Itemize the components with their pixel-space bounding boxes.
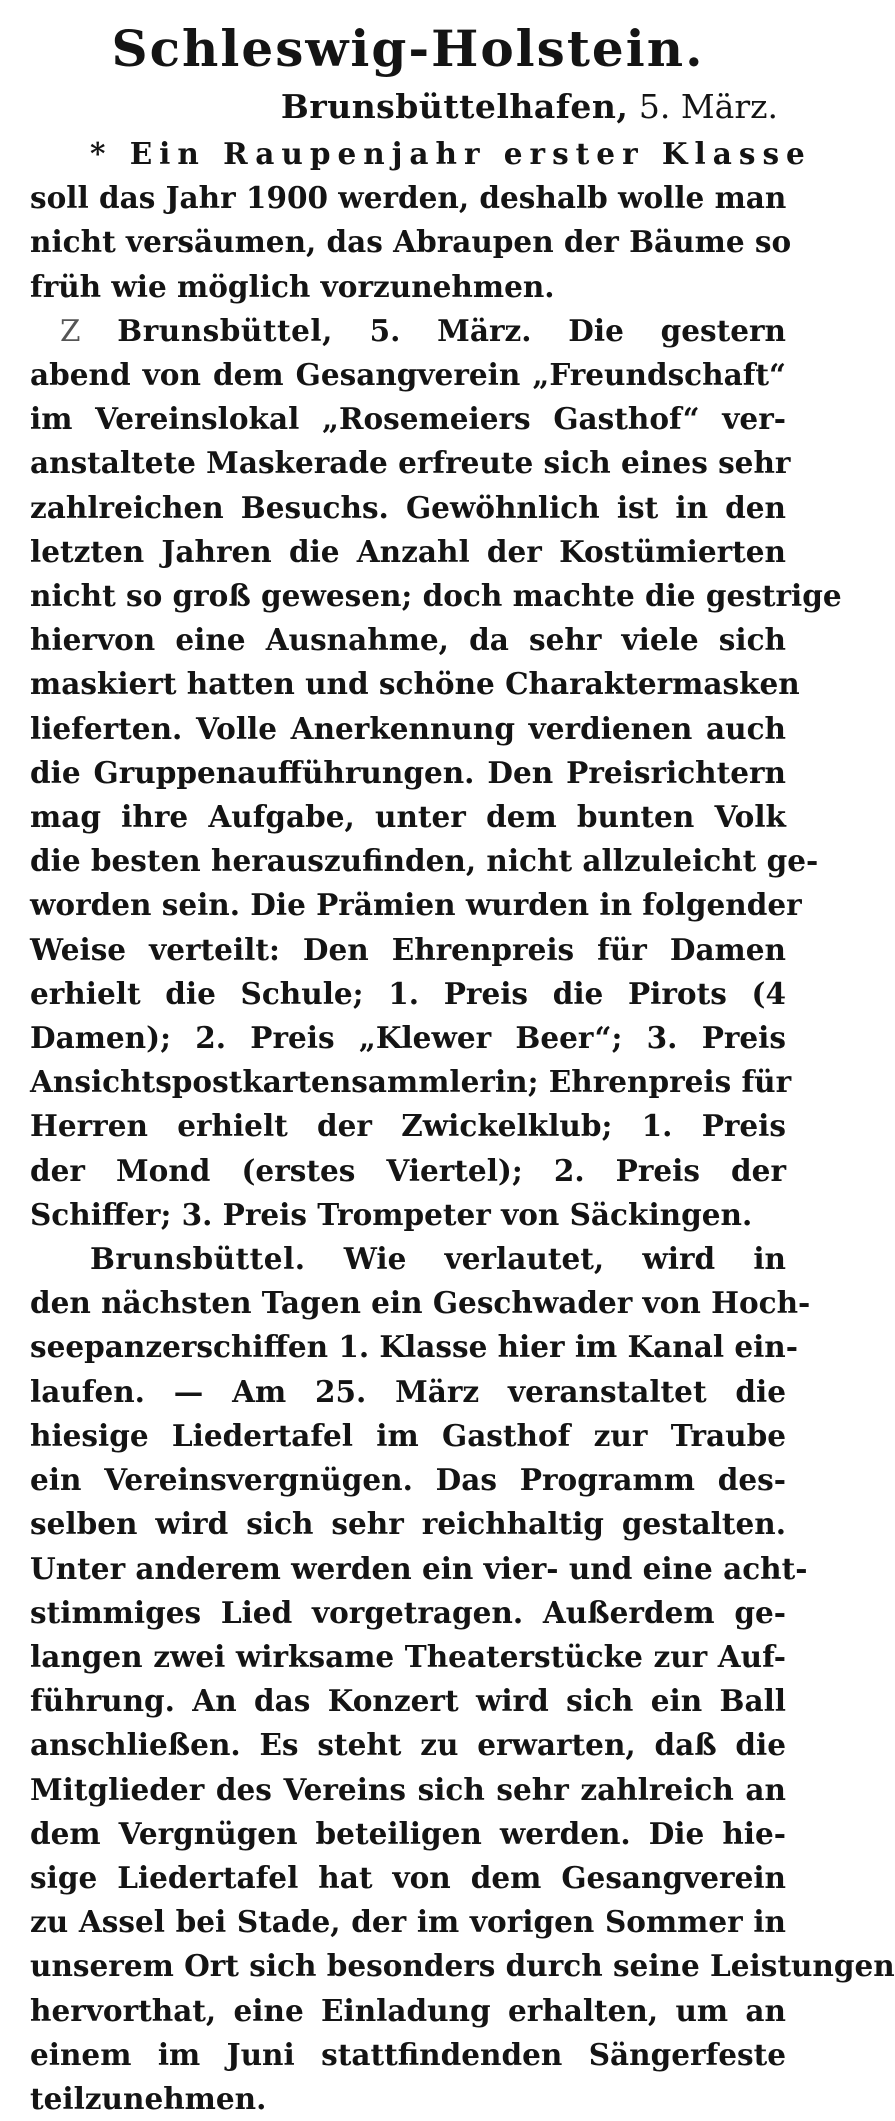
- article-3-first-line: [30, 1237, 786, 1281]
- article-1-line: soll das Jahr 1900 werden, deshalb wolle man: [30, 180, 787, 216]
- article-2-line: die Gruppenaufführungen. Den Preisrichtern: [30, 754, 786, 790]
- article-2-line: hiervon eine Ausnahme, da sehr viele sich: [30, 622, 786, 658]
- article-3-line: teilzunehmen.: [30, 2080, 267, 2116]
- article-2-line: lieferten. Volle Anerkennung verdienen auch: [30, 710, 786, 746]
- article-1-body: [30, 132, 812, 309]
- article-2-place: Brunsbüttel,: [117, 312, 333, 348]
- article-2-line: anstaltete Maskerade erfreute sich eines sehr: [30, 445, 791, 481]
- article-2-line: der Mond (erstes Viertel); 2. Preis der: [30, 1152, 786, 1188]
- article-3-line: langen zwei wirksame Theaterstücke zur Auf-: [30, 1638, 786, 1674]
- article-3-line: laufen. — Am 25. März veranstaltet die: [30, 1373, 786, 1409]
- article-2-line: mag ihre Aufgabe, unter dem bunten Volk: [30, 799, 786, 835]
- article-2-line: Damen); 2. Preis „Klewer Beer“; 3. Preis: [30, 1020, 786, 1056]
- article-3-line: stimmiges Lied vorgetragen. Außerdem ge-: [30, 1594, 786, 1630]
- article-3-line: unserem Ort sich besonders durch seine Leistungen: [30, 1948, 895, 1984]
- article-3-line: selben wird sich sehr reichhaltig gestalten.: [30, 1506, 786, 1542]
- article-2-first-line: [30, 309, 786, 353]
- article-3-body: [30, 1237, 895, 2121]
- article-3-line: führung. An das Konzert wird sich ein Ball: [30, 1683, 786, 1719]
- article-2-line: Herren erhielt der Zwickelklub; 1. Preis: [30, 1108, 786, 1144]
- article-2-marker: Z: [60, 313, 81, 348]
- section-headline: Schleswig-Holstein.: [111, 19, 705, 78]
- article-1-place: Brunsbüttelhafen,: [280, 87, 629, 126]
- article-1-dateline: [30, 84, 786, 130]
- article-3-line: einem im Juni stattfindenden Sängerfeste: [30, 2036, 786, 2072]
- article-1-line: * Ein Raupenjahr erster Klasse: [90, 136, 812, 171]
- article-1-date: 5. März.: [628, 87, 778, 126]
- article-3-line: dem Vergnügen beteiligen werden. Die hie-: [30, 1815, 786, 1851]
- article-3-line: Unter anderem werden ein vier- und eine acht-: [30, 1550, 808, 1586]
- article-2-line: nicht so groß gewesen; doch machte die gestrige: [30, 578, 842, 614]
- article-2-line: im Vereinslokal „Rosemeiers Gasthof“ ver-: [30, 401, 786, 437]
- article-2-lead: Die gestern: [531, 312, 786, 348]
- article-2-line: maskiert hatten und schöne Charaktermasken: [30, 666, 800, 702]
- article-3-line: hiesige Liedertafel im Gasthof zur Traube: [30, 1417, 786, 1453]
- article-2-line: Weise verteilt: Den Ehrenpreis für Damen: [30, 931, 786, 967]
- article-3-place: Brunsbüttel.: [90, 1241, 306, 1277]
- article-3-line: den nächsten Tagen ein Geschwader von Hoch-: [30, 1285, 811, 1321]
- article-3-lead: Wie verlautet, wird in: [305, 1241, 786, 1277]
- article-2-line: erhielt die Schule; 1. Preis die Pirots (4: [30, 975, 786, 1011]
- article-3-line: zu Assel bei Stade, der im vorigen Sommer in: [30, 1904, 786, 1940]
- article-3-line: Mitglieder des Vereins sich sehr zahlreich an: [30, 1771, 786, 1807]
- article-3-line: hervorthat, eine Einladung erhalten, um an: [30, 1992, 786, 2028]
- article-2-line: worden sein. Die Prämien wurden in folgender: [30, 887, 802, 923]
- article-2-line: Schiffer; 3. Preis Trompeter von Säckingen.: [30, 1196, 753, 1232]
- article-1-line: nicht versäumen, das Abraupen der Bäume so: [30, 224, 792, 260]
- article-2-line: Ansichtspostkartensammlerin; Ehrenpreis für: [30, 1064, 792, 1100]
- article-3-line: sige Liedertafel hat von dem Gesangverein: [30, 1859, 786, 1895]
- article-2-line: zahlreichen Besuchs. Gewöhnlich ist in den: [30, 489, 786, 525]
- article-3-line: seepanzerschiffen 1. Klasse hier im Kanal ein-: [30, 1329, 798, 1365]
- article-2-line: letzten Jahren die Anzahl der Kostümierten: [30, 533, 786, 569]
- article-2-line: abend von dem Gesangverein „Freundschaft“: [30, 357, 786, 393]
- article-2-date: 5. März.: [332, 312, 532, 348]
- article-3-line: anschließen. Es steht zu erwarten, daß die: [30, 1727, 786, 1763]
- article-2-body: [30, 309, 842, 1237]
- article-3-line: ein Vereinsvergnügen. Das Programm des-: [30, 1462, 786, 1498]
- article-1-line: früh wie möglich vorzunehmen.: [30, 268, 555, 304]
- article-2-line: die besten herauszufinden, nicht allzuleicht ge-: [30, 843, 819, 879]
